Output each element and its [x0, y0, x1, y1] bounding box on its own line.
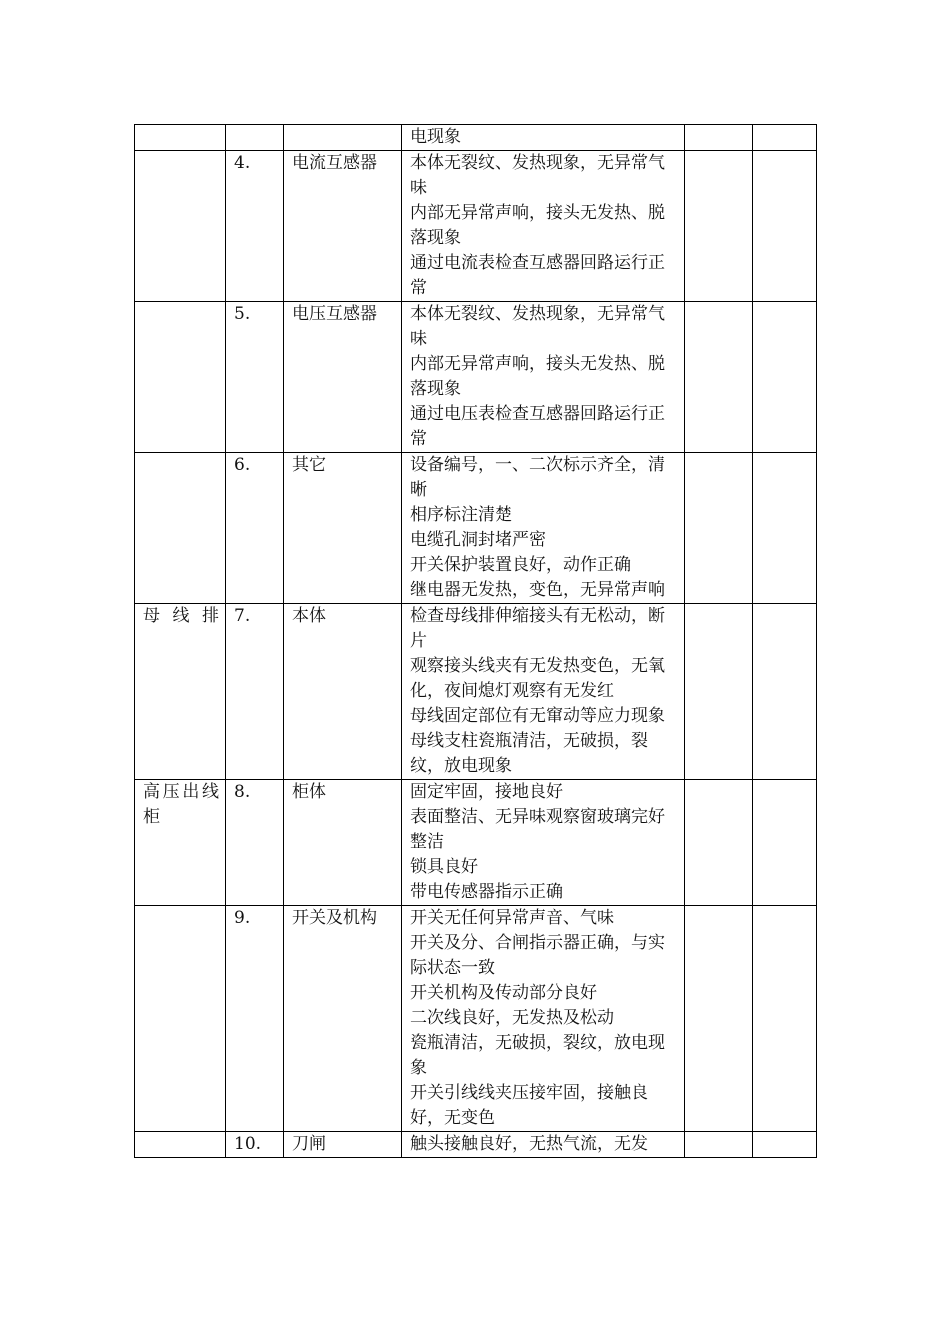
category-cell [135, 125, 226, 151]
check-line: 电现象 [410, 127, 461, 147]
category-cell [135, 302, 226, 453]
check-line: 通过电压表检查互感器回路运行正常 [410, 404, 665, 449]
number-cell [226, 125, 284, 151]
number-cell: 8. [226, 780, 284, 906]
item-cell: 电流互感器 [284, 151, 402, 302]
item-cell: 本体 [284, 604, 402, 780]
check-line: 本体无裂纹、发热现象，无异常气味 [410, 153, 665, 198]
checks-cell [402, 151, 685, 302]
result-cell [685, 1132, 753, 1158]
check-line: 母线支柱瓷瓶清洁，无破损，裂纹，放电现象 [410, 731, 648, 776]
checks-cell [402, 453, 685, 604]
inspection-table [134, 124, 817, 1158]
remark-cell [753, 302, 817, 453]
result-cell [685, 604, 753, 780]
table-row [135, 302, 817, 453]
number-cell: 7. [226, 604, 284, 780]
check-line: 通过电流表检查互感器回路运行正常 [410, 253, 665, 298]
checks-cell [402, 604, 685, 780]
result-cell [685, 125, 753, 151]
item-cell: 柜体 [284, 780, 402, 906]
remark-cell [753, 780, 817, 906]
table-row [135, 906, 817, 1132]
category-cell: 高压出线柜 [135, 780, 226, 906]
number-cell: 6. [226, 453, 284, 604]
table-row [135, 151, 817, 302]
check-line: 内部无异常声响，接头无发热、脱落现象 [410, 354, 665, 399]
remark-cell [753, 604, 817, 780]
table-row [135, 125, 817, 151]
number-cell: 4. [226, 151, 284, 302]
remark-cell [753, 453, 817, 604]
item-cell: 电压互感器 [284, 302, 402, 453]
remark-cell [753, 125, 817, 151]
check-line: 检查母线排伸缩接头有无松动，断片 [410, 606, 665, 651]
table-row [135, 453, 817, 604]
check-line: 开关机构及传动部分良好 [410, 983, 597, 1003]
check-line: 内部无异常声响，接头无发热、脱落现象 [410, 203, 665, 248]
check-line: 设备编号，一、二次标示齐全，清晰 [410, 455, 665, 500]
checks-cell [402, 906, 685, 1132]
number-cell: 10. [226, 1132, 284, 1158]
check-line: 开关无任何异常声音、气味 [410, 908, 614, 928]
number-cell: 5. [226, 302, 284, 453]
item-cell: 开关及机构 [284, 906, 402, 1132]
check-line: 表面整洁、无异味观察窗玻璃完好整洁 [410, 807, 665, 852]
category-cell: 母线排 [135, 604, 226, 780]
category-cell [135, 453, 226, 604]
table-row [135, 780, 817, 906]
checks-cell [402, 125, 685, 151]
remark-cell [753, 906, 817, 1132]
check-line: 固定牢固，接地良好 [410, 782, 563, 802]
check-line: 开关及分、合闸指示器正确，与实际状态一致 [410, 933, 665, 978]
checks-cell [402, 780, 685, 906]
category-cell [135, 906, 226, 1132]
checks-cell [402, 1132, 685, 1158]
category-cell [135, 151, 226, 302]
table-row [135, 1132, 817, 1158]
item-cell [284, 125, 402, 151]
remark-cell [753, 151, 817, 302]
check-line: 本体无裂纹、发热现象，无异常气味 [410, 304, 665, 349]
category-cell [135, 1132, 226, 1158]
check-line: 相序标注清楚 [410, 505, 512, 525]
result-cell [685, 906, 753, 1132]
number-cell: 9. [226, 906, 284, 1132]
check-line: 二次线良好，无发热及松动 [410, 1008, 614, 1028]
checks-cell [402, 302, 685, 453]
result-cell [685, 302, 753, 453]
check-line: 观察接头线夹有无发热变色，无氧化，夜间熄灯观察有无发红 [410, 656, 665, 701]
remark-cell [753, 1132, 817, 1158]
table-row [135, 604, 817, 780]
check-line: 开关引线线夹压接牢固，接触良好，无变色 [410, 1083, 648, 1128]
result-cell [685, 453, 753, 604]
check-line: 母线固定部位有无窜动等应力现象 [410, 706, 665, 726]
item-cell: 刀闸 [284, 1132, 402, 1158]
item-cell: 其它 [284, 453, 402, 604]
check-line: 带电传感器指示正确 [410, 882, 563, 902]
check-line: 瓷瓶清洁，无破损，裂纹，放电现象 [410, 1033, 665, 1078]
check-line: 锁具良好 [410, 857, 478, 877]
check-line: 开关保护装置良好，动作正确 [410, 555, 631, 575]
result-cell [685, 151, 753, 302]
check-line: 触头接触良好，无热气流，无发 [410, 1134, 648, 1154]
check-line: 继电器无发热，变色，无异常声响 [410, 580, 665, 600]
check-line: 电缆孔洞封堵严密 [410, 530, 546, 550]
result-cell [685, 780, 753, 906]
